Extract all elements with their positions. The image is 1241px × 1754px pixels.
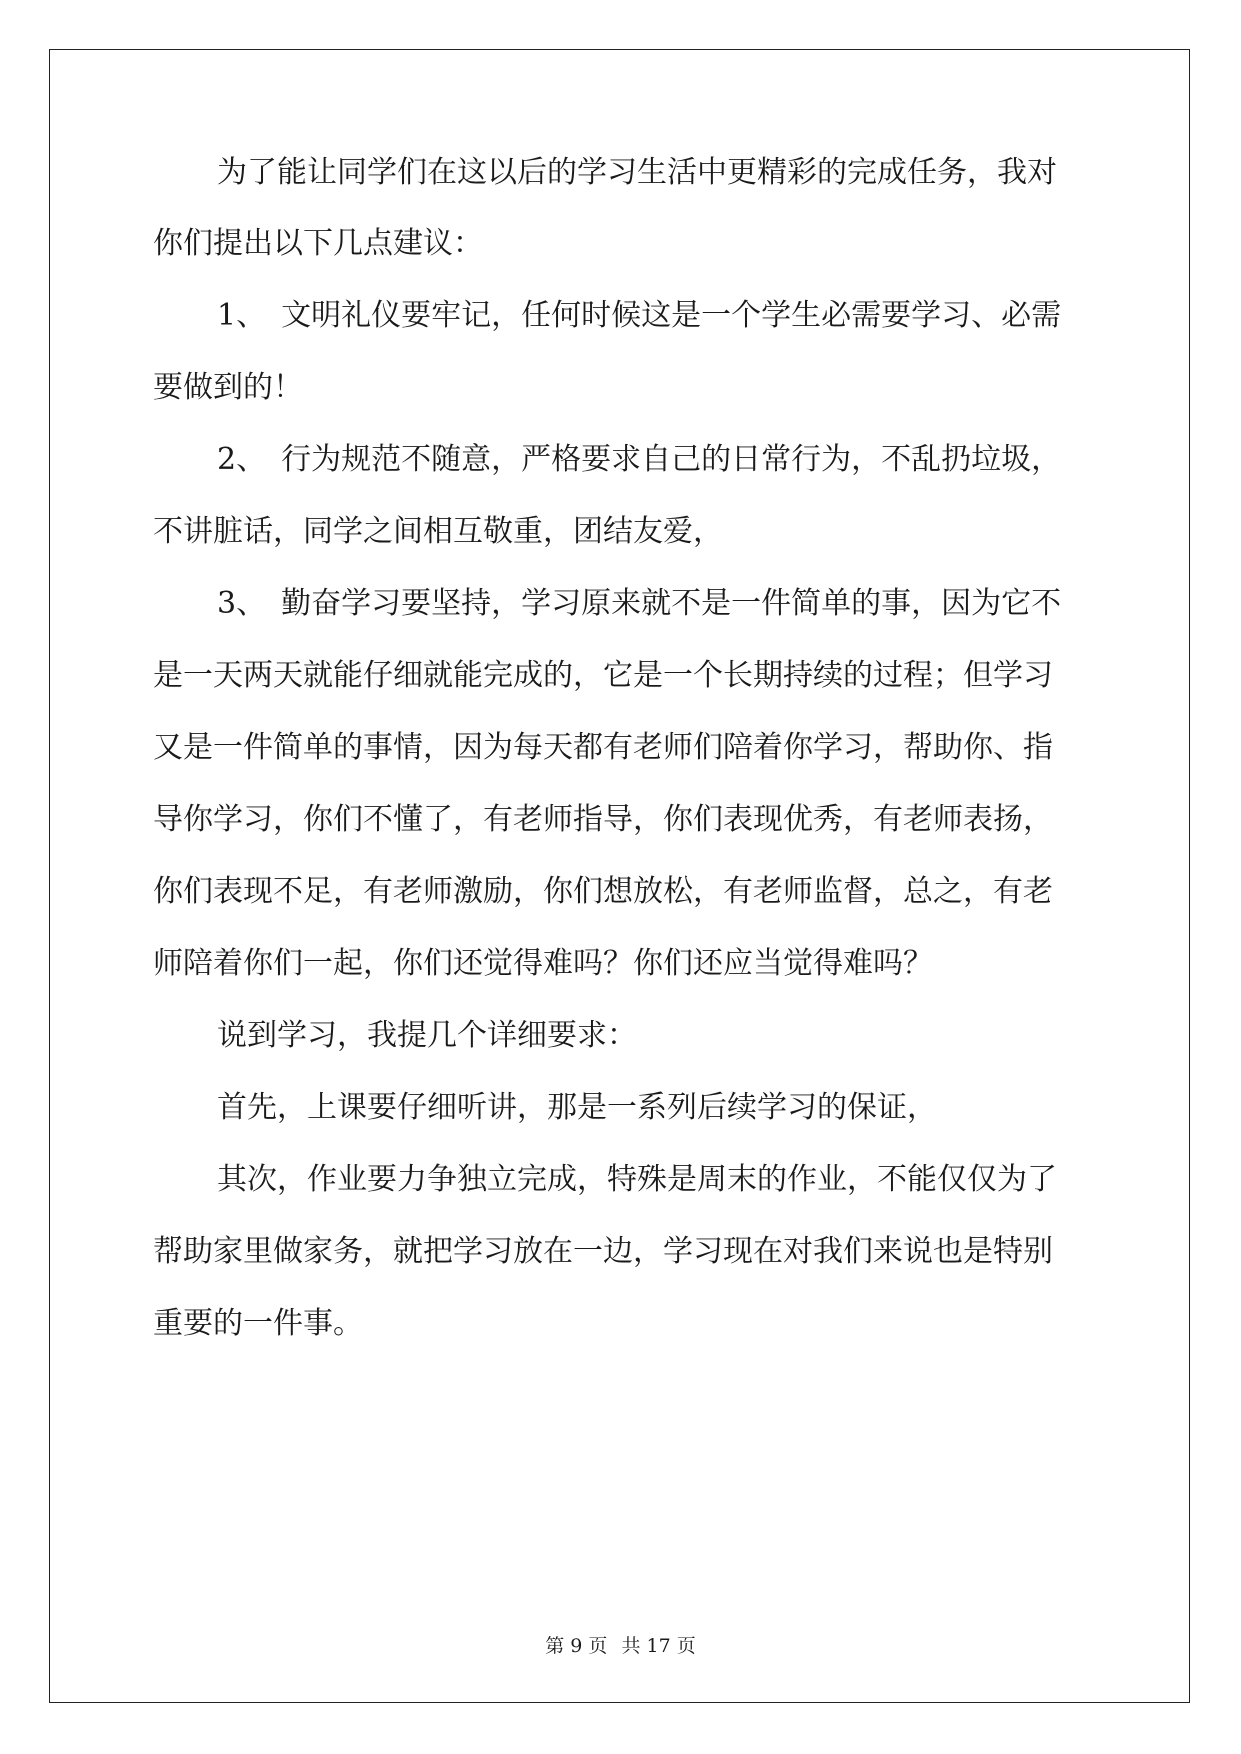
paragraph-line: 说到学习，我提几个详细要求：	[217, 1018, 637, 1053]
list-item-2-line: 不讲脏话，同学之间相互敬重，团结友爱，	[153, 514, 723, 549]
list-item-1-line: 1、 文明礼仪要牢记，任何时候这是一个学生必需要学习、必需	[217, 298, 1062, 333]
paragraph-line: 其次，作业要力争独立完成，特殊是周末的作业，不能仅仅为了	[217, 1162, 1057, 1197]
list-item-3-line: 3、 勤奋学习要坚持，学习原来就不是一件简单的事，因为它不	[217, 586, 1062, 621]
page-total: 共 17 页	[621, 1635, 696, 1657]
list-item-3-line: 师陪着你们一起，你们还觉得难吗？你们还应当觉得难吗？	[153, 946, 933, 981]
page-number: 第 9 页	[545, 1635, 608, 1657]
list-item-3-line: 又是一件简单的事情，因为每天都有老师们陪着你学习，帮助你、指	[153, 730, 1053, 765]
paragraph-line: 帮助家里做家务，就把学习放在一边，学习现在对我们来说也是特别	[153, 1234, 1053, 1269]
page-footer	[0, 1631, 1241, 1658]
paragraph-line: 你们提出以下几点建议：	[153, 226, 483, 261]
list-item-3-line: 是一天两天就能仔细就能完成的，它是一个长期持续的过程；但学习	[153, 658, 1053, 693]
paragraph-line: 重要的一件事。	[153, 1306, 363, 1341]
list-item-1-line: 要做到的！	[153, 370, 303, 405]
list-item-2-line: 2、 行为规范不随意，严格要求自己的日常行为，不乱扔垃圾，	[217, 442, 1062, 477]
list-item-3-line: 你们表现不足，有老师激励，你们想放松，有老师监督，总之，有老	[153, 874, 1053, 909]
list-item-3-line: 导你学习，你们不懂了，有老师指导，你们表现优秀，有老师表扬，	[153, 802, 1053, 837]
paragraph-line: 为了能让同学们在这以后的学习生活中更精彩的完成任务，我对	[217, 155, 1057, 190]
paragraph-line: 首先，上课要仔细听讲，那是一系列后续学习的保证，	[217, 1090, 937, 1125]
